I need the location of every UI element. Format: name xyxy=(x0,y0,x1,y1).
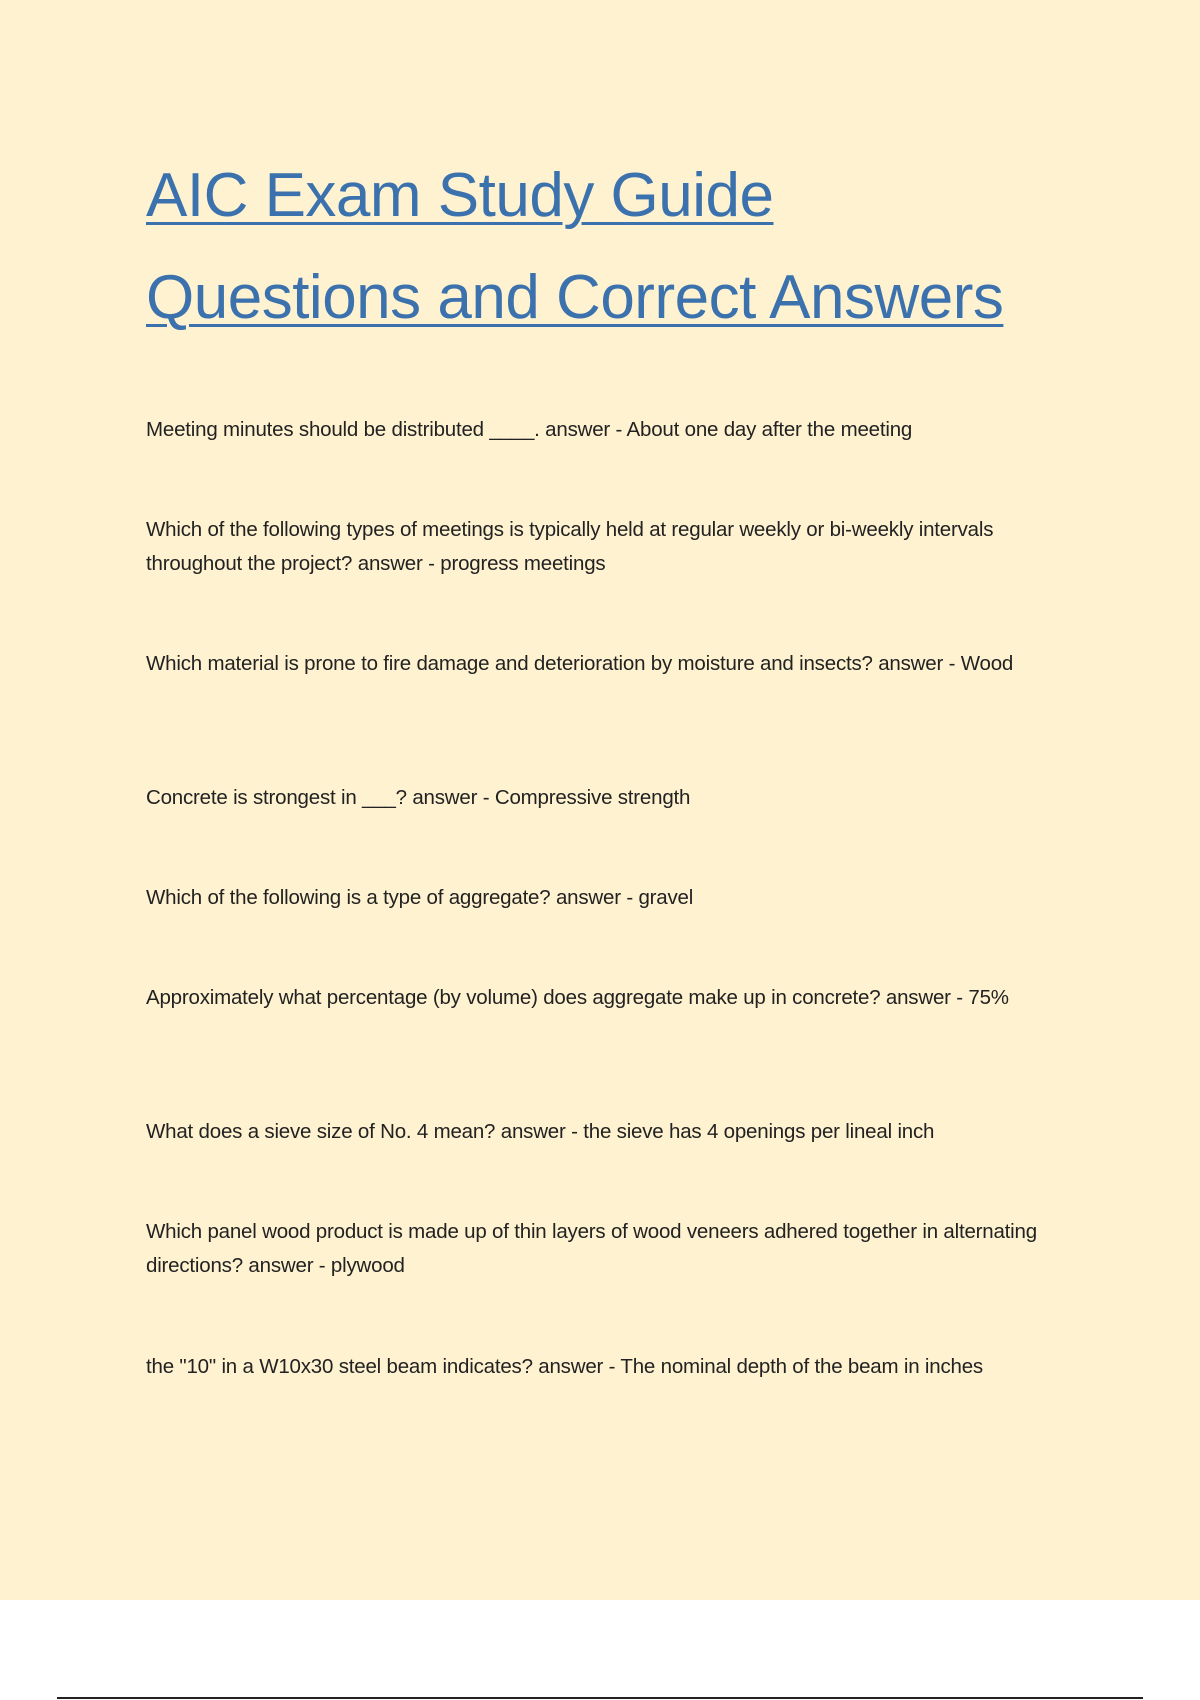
qa-item-7: What does a sieve size of No. 4 mean? answer - the sieve has 4 openings per lineal inch xyxy=(146,1120,935,1143)
qa-item-8: Which panel wood product is made up of thin layers of wood veneers adhered together in alternating directions? answer - plywood xyxy=(146,1220,1037,1277)
qa-item-9: the "10" in a W10x30 steel beam indicates? answer - The nominal depth of the beam in inches xyxy=(146,1355,983,1378)
qa-item-3: Which material is prone to fire damage and deterioration by moisture and insects? answer - Wood xyxy=(146,652,1014,675)
footer-divider xyxy=(57,1697,1143,1699)
qa-item-2: Which of the following types of meetings is typically held at regular weekly or bi-weekly intervals throughout the project? answer - progress meetings xyxy=(146,518,994,575)
title-line-1: AIC Exam Study Guide xyxy=(146,161,774,230)
qa-item-1: Meeting minutes should be distributed ____. answer - About one day after the meeting xyxy=(146,418,913,441)
qa-item-6: Approximately what percentage (by volume) does aggregate make up in concrete? answer - 75% xyxy=(146,986,1009,1009)
qa-item-4: Concrete is strongest in ___? answer - Compressive strength xyxy=(146,786,691,809)
title-line-2: Questions and Correct Answers xyxy=(146,263,1004,332)
qa-item-5: Which of the following is a type of aggregate? answer - gravel xyxy=(146,886,694,909)
document-title xyxy=(146,145,1146,349)
